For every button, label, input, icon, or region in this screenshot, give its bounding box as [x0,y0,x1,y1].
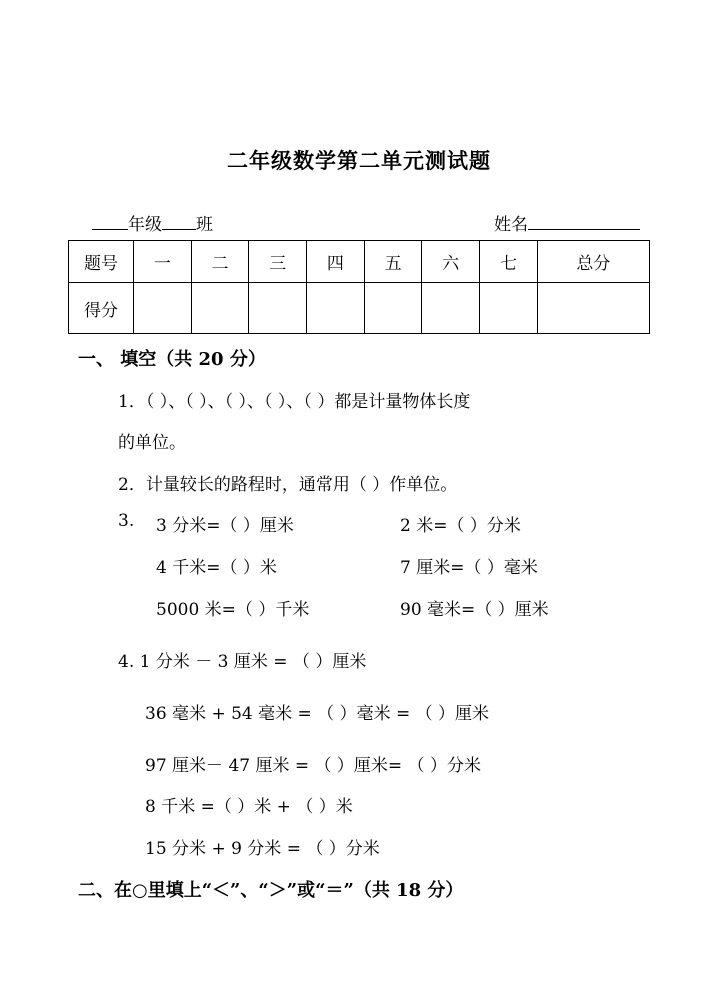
q4-line: 97 厘米－ 47 厘米 = （ ）厘米= （ ）分米 [145,756,481,776]
section2-heading: 二、在○里填上“＜”、“＞”或“＝”（共 18 分） [78,880,464,901]
q4-line: 36 毫米 + 54 毫米 = （ ）毫米 = （ ）厘米 [145,704,490,724]
score-table-header-row [69,241,650,283]
name-line [494,210,640,235]
score-cell-header: 一 [134,241,192,283]
score-cell-header: 四 [307,241,365,283]
q3-item: 4 千米=（ ）米 [156,558,277,578]
class-label: 班 [196,215,213,235]
q4-line: 15 分米 + 9 分米 = （ ）分米 [145,839,380,859]
score-table-score-row [69,283,650,334]
score-cell-header: 五 [364,241,422,283]
score-cell-empty[interactable] [422,283,480,334]
score-cell-header: 总分 [537,241,649,283]
score-cell-header: 题号 [69,241,134,283]
score-cell-empty[interactable] [537,283,649,334]
grade-class-line [92,210,213,235]
q3-item: 5000 米=（ ）千米 [156,600,310,620]
grade-blank[interactable] [92,213,128,230]
score-table [68,240,650,334]
score-cell-empty[interactable] [191,283,249,334]
score-cell-empty[interactable] [480,283,538,334]
grade-label: 年级 [128,215,162,235]
score-cell-header: 二 [191,241,249,283]
q4-line: 4. 1 分米 － 3 厘米 = （ ）厘米 [118,652,367,672]
q1-line2: 的单位。 [118,433,186,453]
score-cell-empty[interactable] [364,283,422,334]
score-cell-empty[interactable] [249,283,307,334]
q2: 2．计量较长的路程时，通常用（ ）作单位。 [118,475,458,495]
page-title: 二年级数学第二单元测试题 [227,148,491,173]
q3-item: 2 米=（ ）分米 [400,516,521,536]
q3-item: 3 分米=（ ）厘米 [156,516,294,536]
q4-line: 8 千米 =（ ）米 + （ ）米 [145,797,353,817]
score-cell-header: 三 [249,241,307,283]
score-cell-empty[interactable] [307,283,365,334]
score-cell-header: 六 [422,241,480,283]
score-row-label: 得分 [69,283,134,334]
section1-heading: 一、 填空（共 20 分） [78,349,266,370]
q1-line1: 1．（ ）、（ ）、（ ）、（ ）、（ ）都是计量物体长度 [118,392,471,412]
q3-number: 3. [118,511,135,531]
score-cell-header: 七 [480,241,538,283]
q3-item: 7 厘米=（ ）毫米 [400,558,538,578]
name-blank[interactable] [528,213,640,230]
class-blank[interactable] [162,213,196,230]
score-cell-empty[interactable] [134,283,192,334]
q3-item: 90 毫米=（ ）厘米 [400,600,549,620]
name-label: 姓名 [494,215,528,235]
